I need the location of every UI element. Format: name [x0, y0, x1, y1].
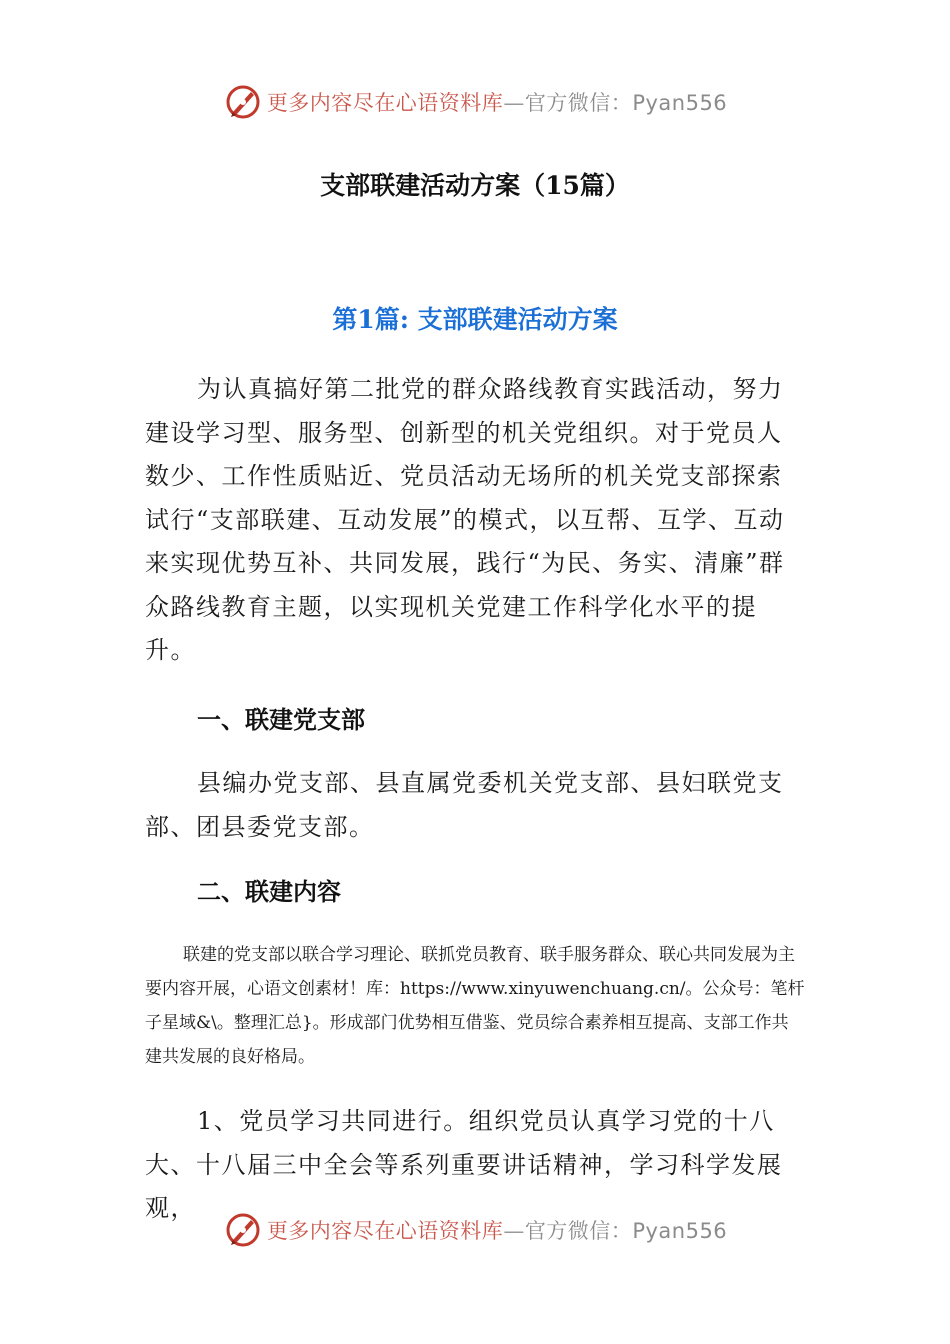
- pen-logo-icon: [223, 82, 263, 122]
- chapter-title: 第1篇: 支部联建活动方案: [332, 305, 618, 334]
- watermark-main-text: 更多内容尽在心语资料库: [266, 1219, 504, 1243]
- study-paragraph: 1、党员学习共同进行。组织党员认真学习党的十八大、十八届三中全会等系列重要讲话精神，学习科学发展观，: [145, 1107, 783, 1222]
- watermark-wx-id: Pyan556: [632, 91, 728, 115]
- watermark-banner-top: [0, 82, 950, 122]
- watermark-wx-label: 官方微信：: [524, 1219, 633, 1243]
- watermark-text: [267, 1215, 727, 1245]
- watermark-separator: —: [503, 1219, 525, 1243]
- section-heading-branches: 一、联建党支部: [197, 705, 365, 734]
- watermark-separator: —: [503, 91, 525, 115]
- watermark-main-text: 更多内容尽在心语资料库: [266, 91, 504, 115]
- branches-paragraph: 县编办党支部、县直属党委机关党支部、县妇联党支部、团县委党支部。: [145, 769, 784, 841]
- watermark-wx-id: Pyan556: [632, 1219, 728, 1243]
- watermark-banner-bottom: [0, 1210, 950, 1250]
- section-heading-content: 二、联建内容: [197, 877, 341, 906]
- pen-logo-icon: [223, 1210, 263, 1250]
- document-title: 支部联建活动方案（15篇）: [320, 171, 630, 200]
- intro-paragraph: 为认真搞好第二批党的群众路线教育实践活动，努力建设学习型、服务型、创新型的机关党组织。对于党员人数少、工作性质贴近、党员活动无场所的机关党支部探索试行“支部联建、互动发展”的模式，以互帮、互学、互动来实现优势互补、共同发展，践行“为民、务实、清廉”群众路线教育主题，以实现机关党建工作科学化水平的提升。: [145, 375, 785, 664]
- watermark-text: [267, 87, 727, 117]
- watermark-wx-label: 官方微信：: [524, 91, 633, 115]
- content-paragraph: 联建的党支部以联合学习理论、联抓党员教育、联手服务群众、联心共同发展为主要内容开展，心语文创素材！库：https://www.xinyuwenchuang.cn/。公众号：笔杆子星域&\。整理汇总}。形成部门优势相互借鉴、党员综合素养相互提高、支部工作共建共发展的良好格局。: [145, 945, 805, 1067]
